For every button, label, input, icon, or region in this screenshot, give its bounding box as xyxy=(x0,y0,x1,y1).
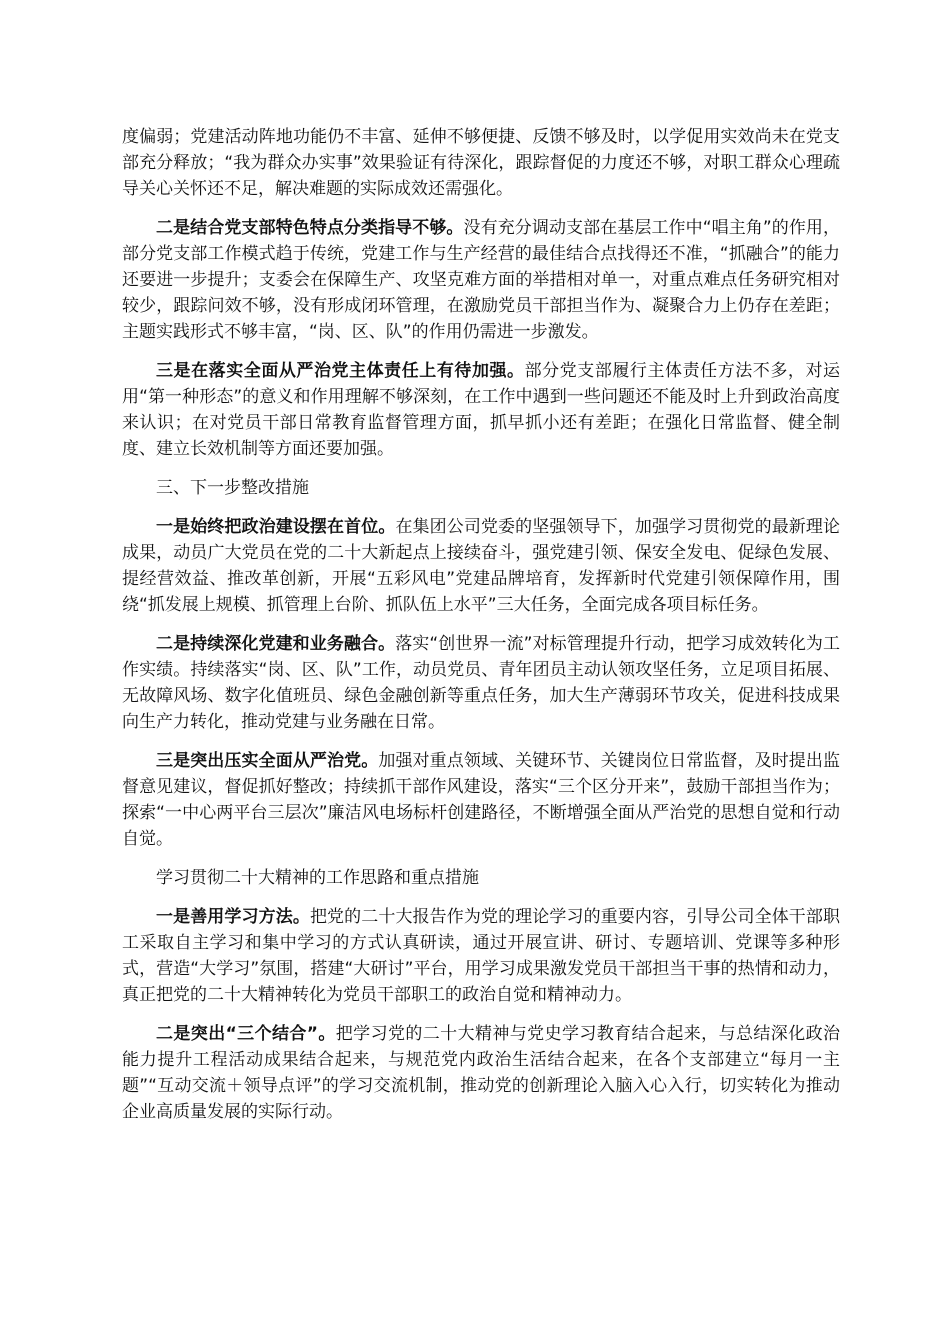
paragraph-strict-governance xyxy=(122,748,840,852)
section-heading-rectification: 三、下一步整改措施 xyxy=(156,478,309,498)
paragraph-lead: 一是始终把政治建设摆在首位。 xyxy=(156,517,396,537)
paragraph-continuation xyxy=(122,124,840,202)
paragraph-text: 在集团公司党委的坚强领导下，加强学习贯彻党的最新理论成果，动员广大党员在党的二十大新起点上接续奋斗，强党建引领、保安全发电、促绿色发展、提经营效益、推改革创新，开展“五彩风电”党建品牌培育，发挥新时代党建引领保障作用，围绕“抓发展上规模、抓管理上台阶、抓队伍上水平”三大任务，全面完成各项目标任务。 xyxy=(122,517,841,615)
paragraph-text: 度偏弱；党建活动阵地功能仍不丰富、延伸不够便捷、反馈不够及时，以学促用实效尚未在党支部充分释放；“我为群众办实事”效果验证有待深化，跟踪督促的力度还不够，对职工群众心理疏导关心关怀还不足，解决难题的实际成效还需强化。 xyxy=(122,127,840,199)
paragraph-guidance-insufficient xyxy=(122,215,840,345)
paragraph-lead: 一是善用学习方法。 xyxy=(156,907,310,927)
paragraph-lead: 二是突出“三个结合”。 xyxy=(156,1024,336,1044)
paragraph-three-combinations xyxy=(122,1021,840,1125)
paragraph-text: 没有充分调动支部在基层工作中“唱主角”的作用，部分党支部工作模式趋于传统，党建工作与生产经营的最佳结合点找得还不准，“抓融合”的能力还要进一步提升；支委会在保障生产、攻坚克难方面的举措相对单一，对重点难点任务研究相对较少，跟踪问效不够，没有形成闭环管理，在激励党员干部担当作为、凝聚合力上仍存在差距；主题实践形式不够丰富，“岗、区、队”的作用仍需进一步激发。 xyxy=(122,218,841,342)
paragraph-text: 加强对重点领域、关键环节、关键岗位日常监督，及时提出监督意见建议，督促抓好整改；持续抓干部作风建设，落实“三个区分开来”，鼓励干部担当作为；探索“一中心两平台三层次”廉洁风电场标杆创建路径，不断增强全面从严治党的思想自觉和行动自觉。 xyxy=(122,751,841,849)
document-body xyxy=(122,124,840,1138)
paragraph-responsibility xyxy=(122,358,840,462)
paragraph-text: 把党的二十大报告作为党的理论学习的重要内容，引导公司全体干部职工采取自主学习和集中学习的方式认真研读，通过开展宣讲、研讨、专题培训、党课等多种形式，营造“大学习”氛围，搭建“大研讨”平台，用学习成果激发党员干部担当干事的热情和动力，真正把党的二十大精神转化为党员干部职工的政治自觉和精神动力。 xyxy=(122,907,841,1005)
paragraph-lead: 三是在落实全面从严治党主体责任上有待加强。 xyxy=(156,361,525,381)
paragraph-lead: 二是持续深化党建和业务融合。 xyxy=(156,634,396,654)
section-heading-study-plan: 学习贯彻二十大精神的工作思路和重点措施 xyxy=(156,868,479,888)
paragraph-text: 部分党支部履行主体责任方法不多，对运用“第一种形态”的意义和作用理解不够深刻，在工作中遇到一些问题还不能及时上升到政治高度来认识；在对党员干部日常教育监督管理方面，抓早抓小还有差距；在强化日常监督、健全制度、建立长效机制等方面还要加强。 xyxy=(122,361,841,459)
paragraph-political-building xyxy=(122,514,840,618)
paragraph-text: 落实“创世界一流”对标管理提升行动，把学习成效转化为工作实绩。持续落实“岗、区、队”工作，动员党员、青年团员主动认领攻坚任务，立足项目拓展、无故障风场、数字化值班员、绿色金融创新等重点任务，加大生产薄弱环节攻关，促进科技成果向生产力转化，推动党建与业务融在日常。 xyxy=(122,634,840,732)
paragraph-lead: 二是结合党支部特色特点分类指导不够。 xyxy=(156,218,464,238)
paragraph-lead: 三是突出压实全面从严治党。 xyxy=(156,751,379,771)
paragraph-business-integration xyxy=(122,631,840,735)
paragraph-study-methods xyxy=(122,904,840,1008)
paragraph-text: 把学习党的二十大精神与党史学习教育结合起来，与总结深化政治能力提升工程活动成果结合起来，与规范党内政治生活结合起来，在各个支部建立“每月一主题”“互动交流＋领导点评”的学习交流机制，推动党的创新理论入脑入心入行，切实转化为推动企业高质量发展的实际行动。 xyxy=(122,1024,840,1122)
